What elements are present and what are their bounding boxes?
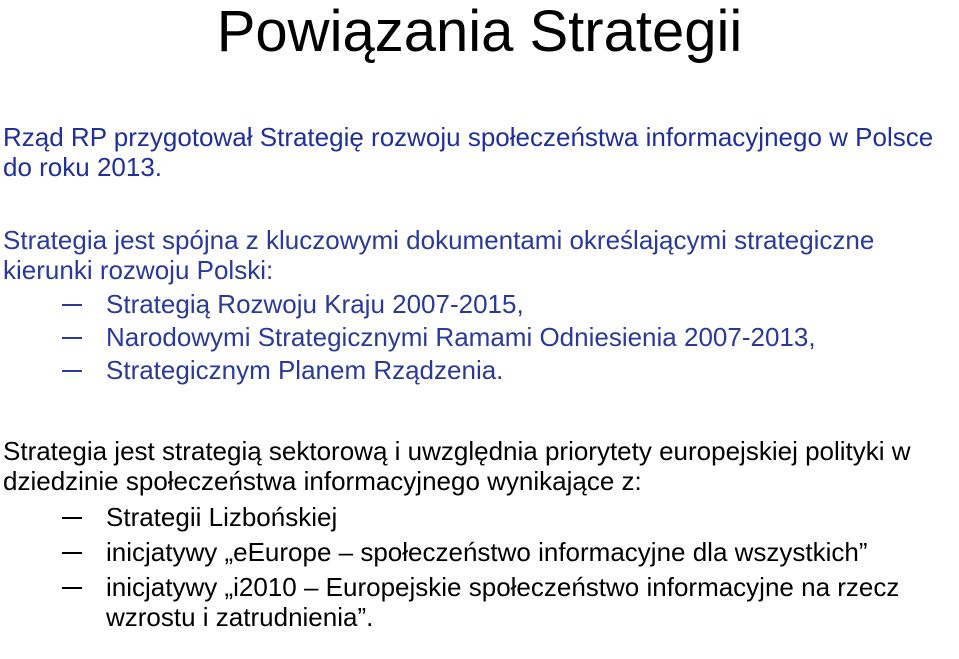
list-item-text: Strategii Lizbońskiej — [106, 502, 338, 532]
key-documents-list — [0, 289, 955, 388]
list-item — [0, 322, 955, 352]
list-item — [0, 537, 955, 567]
dash-bullet-icon — [62, 337, 82, 339]
dash-bullet-icon — [62, 552, 82, 554]
dash-bullet-icon — [62, 304, 82, 306]
list-item — [0, 289, 955, 319]
intro-paragraph: Rząd RP przygotował Strategię rozwoju społeczeństwa informacyjnego w Polsce do roku 2013. — [3, 122, 934, 182]
consistency-paragraph: Strategia jest spójna z kluczowymi dokumentami określającymi strategiczne kierunki rozwoju Polski: — [3, 225, 875, 285]
priorities-paragraph: Strategia jest strategią sektorową i uwzględnia priorytety europejskiej polityki w dziedzinie społeczeństwa informacyjnego wynikające z: — [3, 436, 911, 496]
eu-priorities-list — [0, 502, 955, 637]
list-item-text: Strategicznym Planem Rządzenia. — [106, 355, 504, 385]
list-item-text: inicjatywy „eEurope – społeczeństwo informacyjne dla wszystkich” — [106, 537, 868, 567]
list-item-text: Strategią Rozwoju Kraju 2007-2015, — [106, 289, 524, 319]
dash-bullet-icon — [62, 587, 82, 589]
page-title: Powiązania Strategii — [216, 0, 743, 64]
dash-bullet-icon — [62, 370, 82, 372]
list-item — [0, 572, 955, 632]
list-item-text: Narodowymi Strategicznymi Ramami Odniesienia 2007-2013, — [106, 322, 816, 352]
dash-bullet-icon — [62, 517, 82, 519]
list-item-text: inicjatywy „i2010 – Europejskie społeczeństwo informacyjne na rzecz wzrostu i zatrudnienia”. — [106, 572, 900, 632]
list-item — [0, 355, 955, 385]
list-item — [0, 502, 955, 532]
